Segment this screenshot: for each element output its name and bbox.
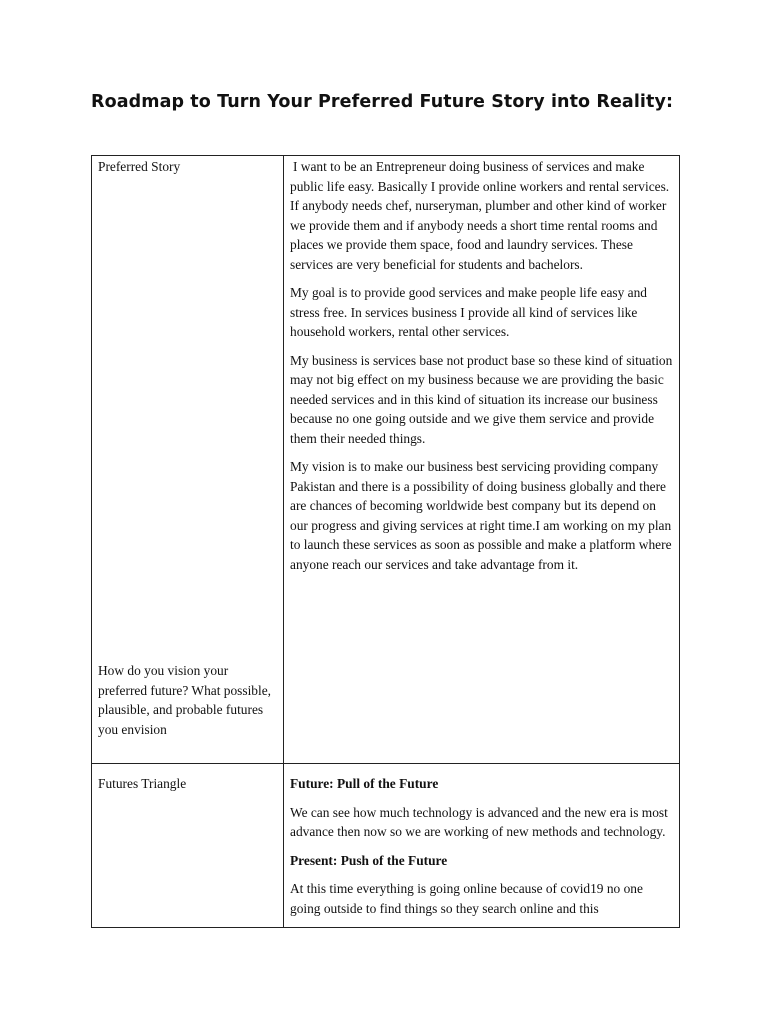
table-row-futures-triangle (92, 764, 680, 928)
story-paragraph: My business is services base not product base so these kind of situation may not big effect on my business because we are providing the basic needed services and in this kind of situation its increase our business because no one going outside and we give them service and provide them their needed things. (290, 352, 673, 446)
future-pull-heading: Future: Pull of the Future (290, 776, 439, 791)
present-push-text: At this time everything is going online because of covid19 no one going outside to find things so they search online and this (290, 881, 643, 916)
story-paragraph: I want to be an Entrepreneur doing business of services and make public life easy. Basically I provide online workers and rental services. If anybody needs chef, nurseryman, plumber and other kind of worker we provide them and if anybody needs a short time rental rooms and places we provide them space, food and laundry services. These services are very beneficial for students and bachelors. (290, 159, 670, 272)
roadmap-table (91, 155, 680, 928)
futures-triangle-content-cell (284, 764, 680, 928)
preferred-story-content-cell (284, 156, 680, 764)
vision-question-label: How do you vision your preferred future? What possible, plausible, and probable futures you envision (98, 663, 272, 737)
story-paragraph: My goal is to provide good services and make people life easy and stress free. In services business I provide all kind of services like household workers, rental other services. (290, 285, 647, 339)
table-row-preferred-story (92, 156, 680, 764)
story-paragraph: My vision is to make our business best servicing providing company Pakistan and there is a possibility of doing business globally and there are chances of becoming worldwide best company but its depend on our progress and giving services at right time.I am working on my plan to launch these services as soon as possible and make a platform where anyone reach our services and take advantage from it. (290, 459, 672, 572)
futures-triangle-label-cell (92, 764, 284, 928)
present-push-heading: Present: Push of the Future (290, 852, 448, 868)
futures-triangle-label: Futures Triangle (98, 776, 187, 791)
preferred-story-label: Preferred Story (98, 159, 181, 174)
future-pull-text: We can see how much technology is advanced and the new era is most advance then now so we are working of new methods and technology. (290, 804, 668, 839)
preferred-story-label-cell (92, 156, 284, 764)
document-title: Roadmap to Turn Your Preferred Future Story into Reality: (91, 92, 674, 112)
